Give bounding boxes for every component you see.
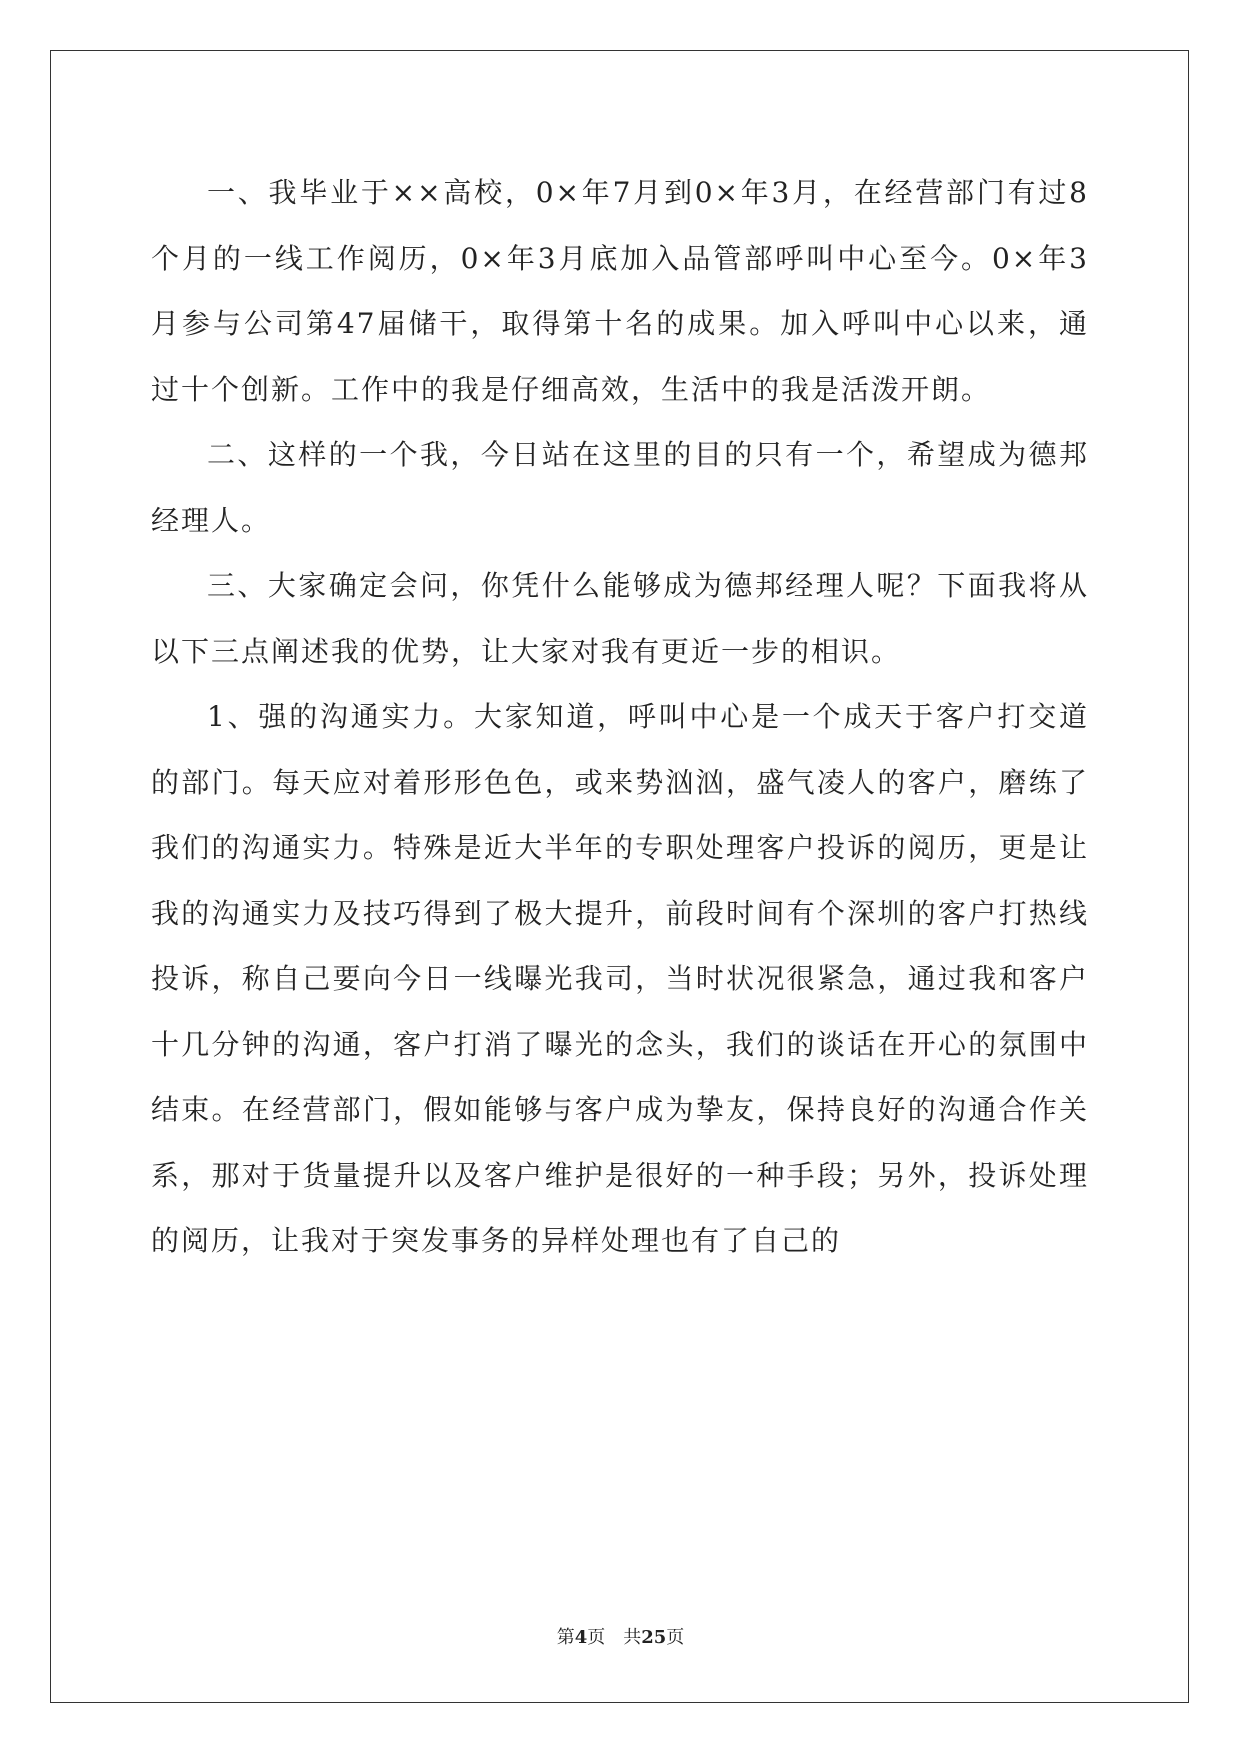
page-number-prefix: 第 (556, 1627, 575, 1648)
page-number-suffix: 页 (587, 1627, 606, 1648)
page-total-count: 25 (641, 1627, 667, 1648)
page-total-suffix: 页 (666, 1627, 685, 1648)
page-footer (0, 1623, 1241, 1649)
paragraph-3: 三、大家确定会问，你凭什么能够成为德邦经理人呢？下面我将从以下三点阐述我的优势，让大家对我有更近一步的相识。 (151, 569, 1089, 668)
page-number-current: 4 (574, 1627, 588, 1648)
page-total-prefix: 共 (623, 1627, 642, 1648)
document-body (151, 160, 1089, 1274)
paragraph-2: 二、这样的一个我，今日站在这里的目的只有一个，希望成为德邦经理人。 (151, 438, 1089, 537)
paragraph-1: 一、我毕业于××高校，0×年7月到0×年3月，在经营部门有过8个月的一线工作阅历，0×年3月底加入品管部呼叫中心至今。0×年3月参与公司第47届储干，取得第十名的成果。加入呼叫中心以来，通过十个创新。工作中的我是仔细高效，生活中的我是活泼开朗。 (151, 176, 1089, 406)
paragraph-4: 1、强的沟通实力。大家知道，呼叫中心是一个成天于客户打交道的部门。每天应对着形形色色，或来势汹汹，盛气凌人的客户，磨练了我们的沟通实力。特殊是近大半年的专职处理客户投诉的阅历，更是让我的沟通实力及技巧得到了极大提升，前段时间有个深圳的客户打热线投诉，称自己要向今日一线曝光我司，当时状况很紧急，通过我和客户十几分钟的沟通，客户打消了曝光的念头，我们的谈话在开心的氛围中结束。在经营部门，假如能够与客户成为挚友，保持良好的沟通合作关系，那对于货量提升以及客户维护是很好的一种手段；另外，投诉处理的阅历，让我对于突发事务的异样处理也有了自己的 (151, 700, 1089, 1257)
